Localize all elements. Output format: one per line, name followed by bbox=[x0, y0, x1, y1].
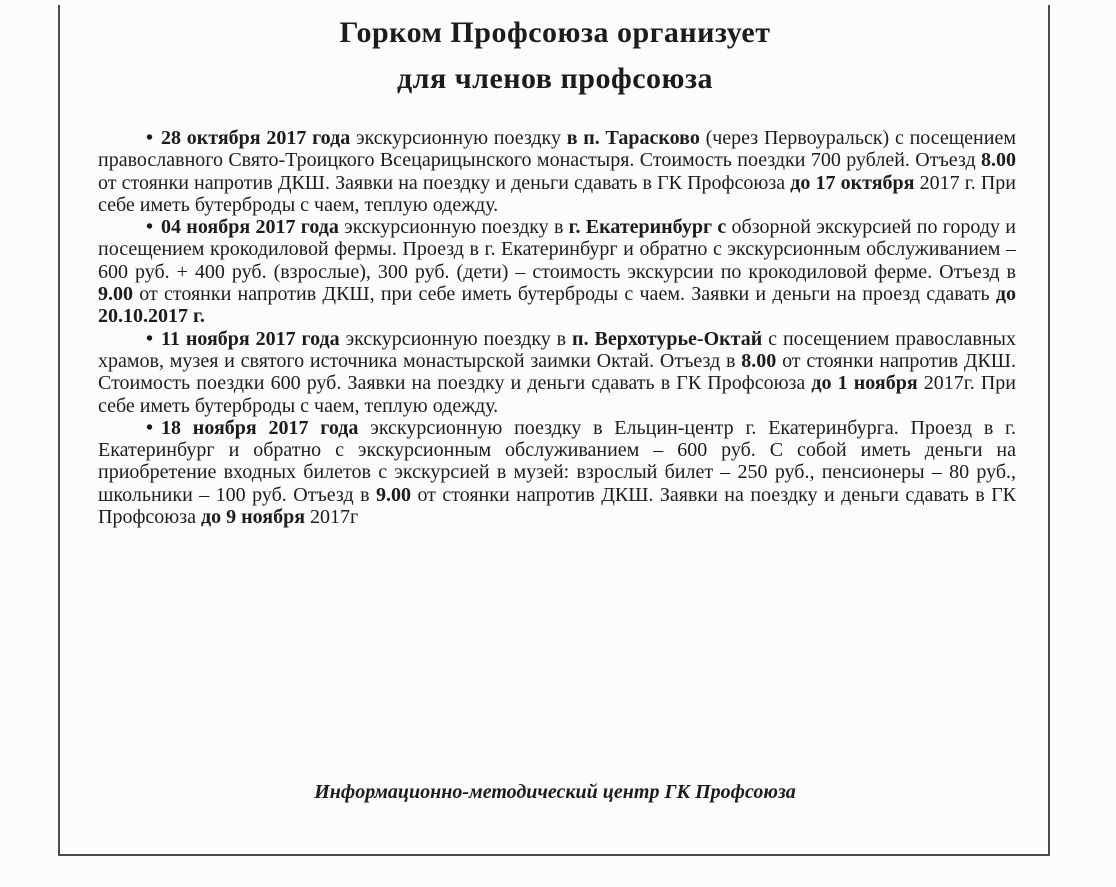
bullet-icon: • bbox=[146, 127, 154, 149]
item-text: от стоянки напротив ДКШ. Заявки на поездку и деньги сдавать в ГК Профсоюза bbox=[98, 171, 791, 194]
item-deadline: до 17 октября bbox=[790, 171, 915, 194]
item-deadline: до 9 ноября bbox=[201, 506, 306, 529]
item-text: экскурсионную поездку в bbox=[339, 327, 573, 350]
item-text: от стоянки напротив ДКШ. Заявки на поездку и деньги сдавать в ГК Профсоюза bbox=[98, 483, 1016, 529]
item-text: от стоянки напротив ДКШ. Стоимость поездки 600 руб. Заявки на поездку и деньги сдавать в ГК Профсоюза bbox=[98, 349, 1016, 395]
title-line-2: для членов профсоюза bbox=[396, 62, 714, 95]
item-date: 28 октября 2017 года bbox=[161, 127, 351, 149]
item-destination: г. Екатеринбург с bbox=[568, 216, 727, 239]
item-text: экскурсионную поездку в bbox=[338, 216, 569, 239]
item-departure-time: 8.00 bbox=[741, 349, 777, 372]
announcement-list bbox=[98, 127, 1016, 528]
item-text: 2017 г. При себе иметь бутерброды с чаем, теплую одежду. bbox=[98, 171, 1017, 216]
item-deadline: до 1 ноября bbox=[811, 372, 918, 395]
bullet-icon: • bbox=[146, 416, 154, 439]
bullet-icon: • bbox=[146, 327, 154, 350]
item-text: обзорной экскурсией по городу и посещением крокодиловой фермы. Проезд в г. Екатеринбург и обратно с экскурсионным обслуживанием – 600 руб. + 400 руб. (взрослые), 300 руб. (дети) – стоимость экскурсии по крокодиловой ферме. Отъезд в bbox=[98, 216, 1016, 283]
list-item bbox=[98, 417, 1016, 528]
item-departure-time: 8.00 bbox=[981, 149, 1016, 172]
item-date: 04 ноября 2017 года bbox=[161, 216, 339, 239]
item-date: 11 ноября 2017 года bbox=[161, 327, 340, 350]
item-text: 2017г bbox=[305, 506, 359, 529]
item-text: с посещением православных храмов, музея и святого источника монастырской заимки Октай. Отъезд в bbox=[98, 327, 1016, 372]
item-text: экскурсионную поездку bbox=[350, 127, 567, 149]
item-text: от стоянки напротив ДКШ, при себе иметь бутерброды с чаем. Заявки и деньги на проезд сдавать bbox=[133, 283, 996, 306]
list-item bbox=[98, 216, 1016, 327]
item-deadline: до 20.10.2017 г. bbox=[98, 283, 1016, 328]
list-item bbox=[98, 127, 1016, 216]
signature: Информационно-методический центр ГК Профсоюза bbox=[314, 781, 796, 803]
title-line-1: Горком Профсоюза организует bbox=[339, 16, 771, 49]
item-text: (через Первоуральск) с посещением православного Свято-Троицкого Всецарицынского монастыря. Стоимость поездки 700 рублей. Отъезд bbox=[98, 127, 1016, 172]
bullet-icon: • bbox=[146, 216, 154, 239]
list-item bbox=[98, 328, 1016, 417]
item-destination: в п. Тарасково bbox=[566, 127, 700, 149]
item-departure-time: 9.00 bbox=[98, 283, 133, 306]
item-departure-time: 9.00 bbox=[375, 483, 411, 506]
item-text: 2017г. При себе иметь бутерброды с чаем, теплую одежду. bbox=[98, 372, 1017, 417]
item-text: экскурсионную поездку в Ельцин-центр г. Екатеринбурга. Проезд в г. Екатеринбург и обратно с экскурсионным обслуживанием – 600 руб. С собой иметь деньги на приобретение входных билетов с экскурсией в музей: взрослый билет – 250 руб., пенсионеры – 80 руб., школьники – 100 руб. Отъезд в bbox=[98, 416, 1016, 506]
item-date: 18 ноября 2017 года bbox=[161, 416, 359, 439]
item-destination: п. Верхотурье-Октай bbox=[572, 327, 763, 350]
